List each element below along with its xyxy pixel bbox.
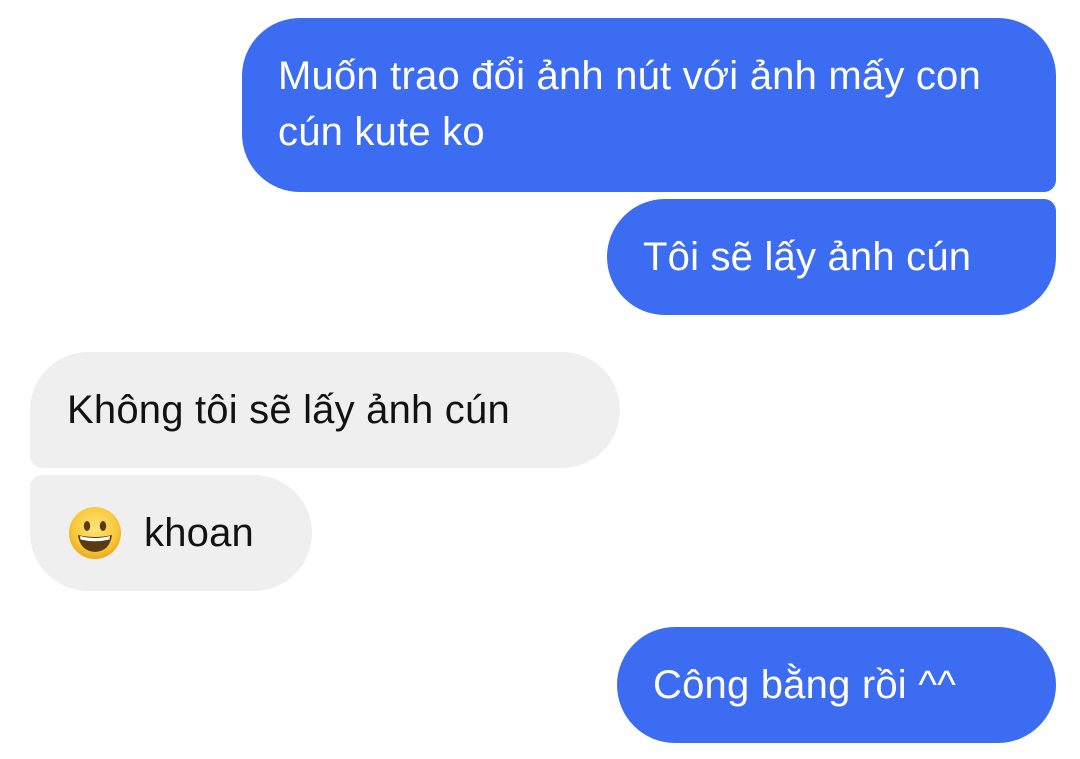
message-text: Không tôi sẽ lấy ảnh cún	[67, 388, 510, 432]
incoming-message-bubble[interactable]	[30, 352, 620, 468]
incoming-message-bubble[interactable]	[30, 475, 312, 591]
message-text: khoan	[144, 511, 254, 555]
message-text: Công bằng rồi ^^	[653, 663, 957, 707]
outgoing-message-bubble[interactable]	[242, 18, 1056, 192]
outgoing-message-bubble[interactable]	[617, 627, 1056, 743]
outgoing-message-bubble[interactable]	[607, 199, 1056, 315]
message-text: Muốn trao đổi ảnh nút với ảnh mấy con cún kute ko	[278, 54, 981, 154]
message-text: Tôi sẽ lấy ảnh cún	[643, 235, 972, 279]
grinning-face-icon	[68, 506, 122, 560]
